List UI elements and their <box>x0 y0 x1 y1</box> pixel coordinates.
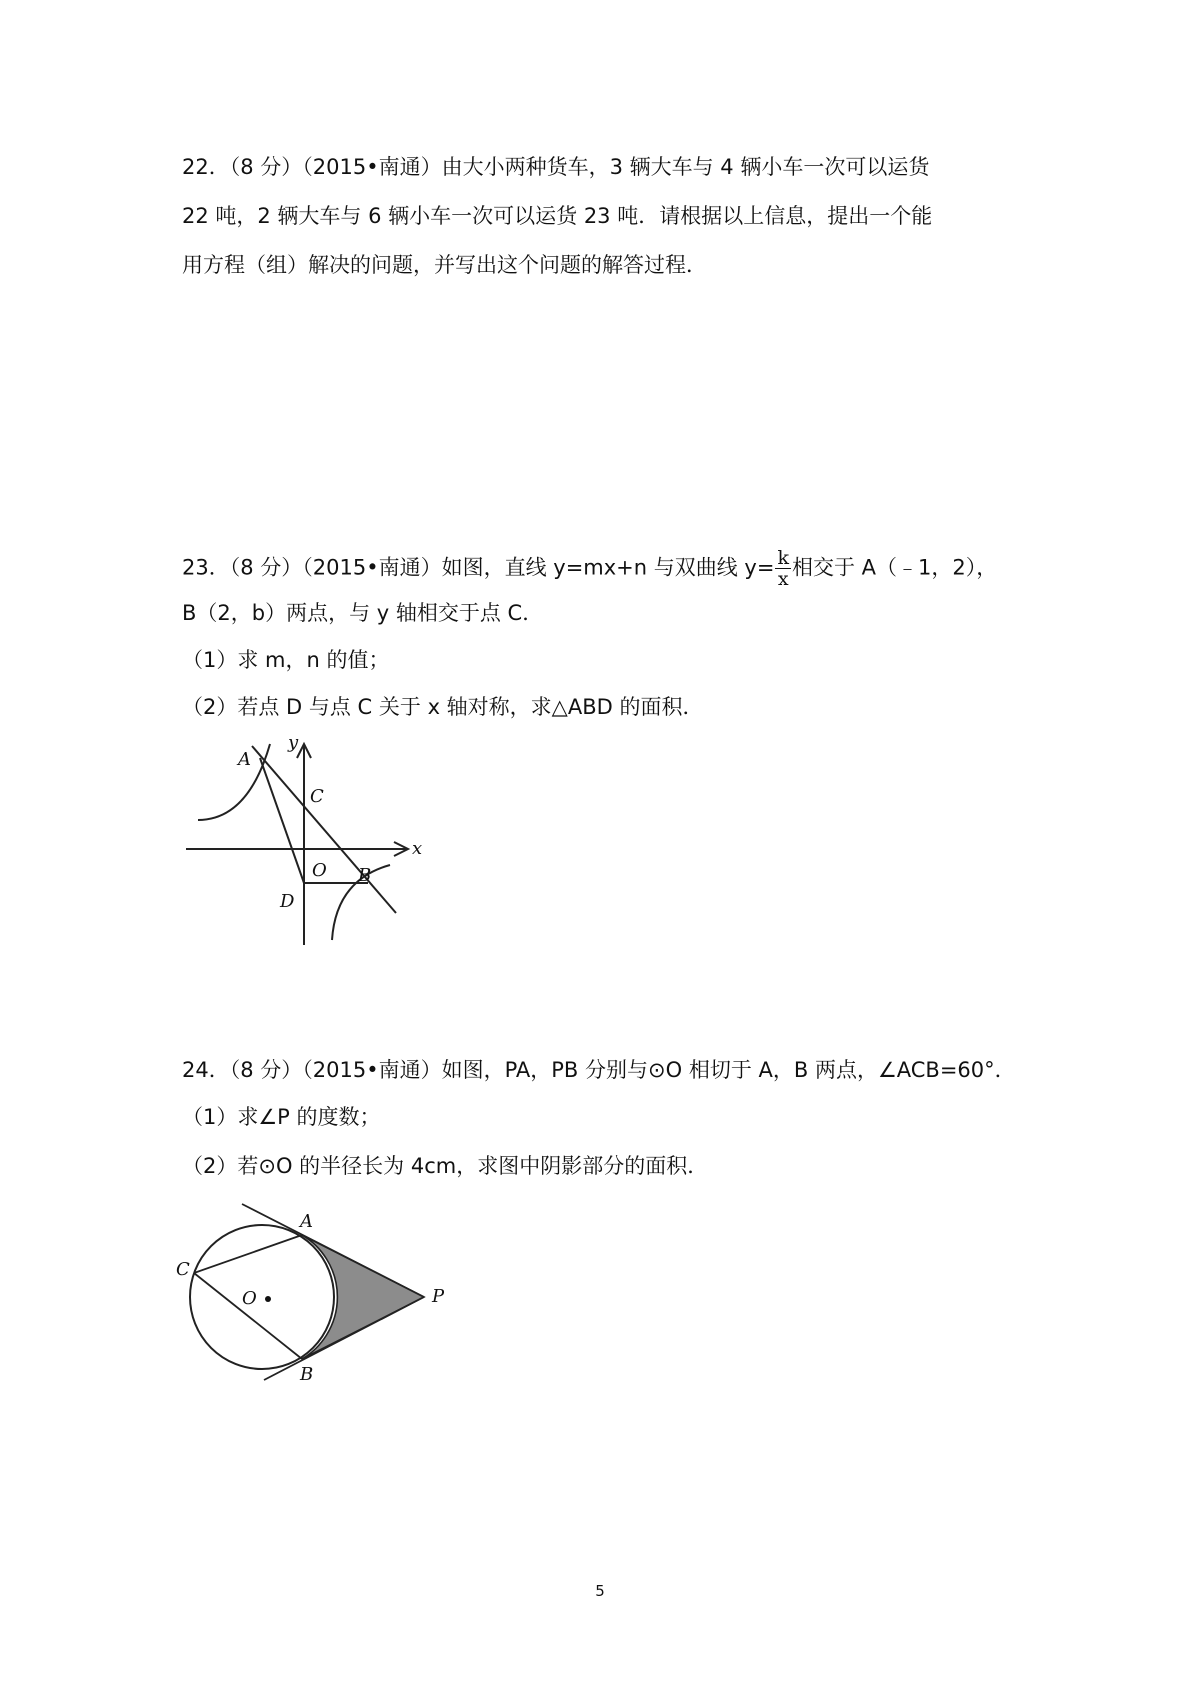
q24-line-3: （2）若⊙O 的半径长为 4cm，求图中阴影部分的面积． <box>182 1154 709 1178</box>
q23-line-1 <box>182 548 997 589</box>
q24-line-1: 24．（8 分）（2015•南通）如图，PA，PB 分别与⊙O 相切于 A，B 两点，∠ACB=60°． <box>182 1058 1016 1082</box>
label-a: A <box>300 1211 313 1232</box>
q24-line-2: （1）求∠P 的度数； <box>182 1105 381 1129</box>
q24-figure <box>176 1198 456 1402</box>
q23-line-2: B（2，b）两点，与 y 轴相交于点 C． <box>182 601 544 625</box>
q23-line-1-tail: 相交于 A（﹣1，2）， <box>791 555 998 580</box>
chord-ca <box>194 1235 302 1273</box>
center-point <box>265 1296 271 1302</box>
fraction-denominator: x <box>777 568 789 590</box>
label-b: B <box>300 1364 314 1385</box>
label-a: A <box>238 749 251 770</box>
q24-figure-svg <box>176 1198 456 1398</box>
label-p: P <box>432 1286 445 1307</box>
q23-line-1-text: 23．（8 分）（2015•南通）如图，直线 y=mx+n 与双曲线 y= <box>182 555 775 580</box>
label-b: B <box>358 865 372 886</box>
label-x: x <box>412 838 423 859</box>
label-y: y <box>288 732 299 753</box>
q23-figure-svg <box>176 730 426 950</box>
q23-line-3: （1）求 m，n 的值； <box>182 648 390 672</box>
fraction-k-over-x <box>775 548 791 589</box>
segment-ad <box>260 758 304 883</box>
q23-line-4: （2）若点 D 与点 C 关于 x 轴对称，求△ABD 的面积． <box>182 695 704 719</box>
label-d: D <box>280 891 295 912</box>
label-c: C <box>176 1259 190 1280</box>
page-number: 5 <box>595 1582 605 1600</box>
q22-line-1: 22．（8 分）（2015•南通）由大小两种货车，3 辆大车与 4 辆小车一次可以运货 <box>182 155 930 179</box>
fraction-numerator: k <box>777 547 789 569</box>
circle-o <box>190 1225 334 1369</box>
line-ab <box>252 746 396 913</box>
label-c: C <box>310 786 324 807</box>
label-o: O <box>242 1288 257 1309</box>
q23-figure <box>176 730 426 954</box>
q22-line-2: 22 吨，2 辆大车与 6 辆小车一次可以运货 23 吨．请根据以上信息，提出一个能 <box>182 204 933 228</box>
label-o: O <box>312 860 327 881</box>
q22-line-3: 用方程（组）解决的问题，并写出这个问题的解答过程． <box>182 253 707 277</box>
